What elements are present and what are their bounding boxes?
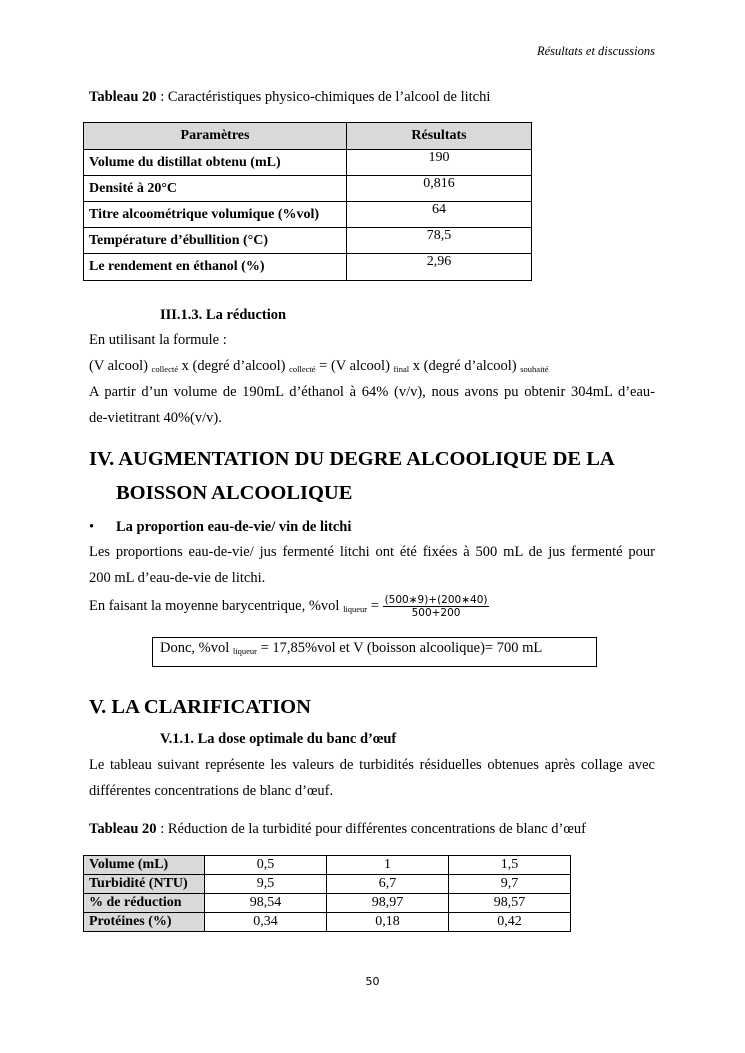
header-cell: Paramètres bbox=[84, 123, 347, 150]
param-cell: Le rendement en éthanol (%) bbox=[84, 254, 347, 281]
table-physico-chimique bbox=[83, 122, 532, 281]
t: x (degré d’alcool) bbox=[177, 358, 290, 374]
section-title-reduction: III.1.3. La réduction bbox=[160, 307, 287, 323]
paragraph: En utilisant la formule : bbox=[89, 332, 227, 348]
calculation bbox=[89, 594, 489, 619]
t: liqueur bbox=[343, 603, 368, 614]
running-header: Résultats et discussions bbox=[536, 44, 655, 58]
caption-text: : Caractéristiques physico-chimiques de l’alcool de litchi bbox=[156, 89, 491, 105]
table-header-row bbox=[84, 123, 532, 150]
value-cell: 0,816 bbox=[347, 176, 532, 202]
subsection-title: V.1.1. La dose optimale du banc d’œuf bbox=[160, 731, 397, 747]
caption-label: Tableau 20 bbox=[89, 89, 157, 105]
t: (V alcool) bbox=[89, 358, 152, 374]
t: collecté bbox=[151, 364, 178, 374]
cell: 9,5 bbox=[205, 875, 327, 894]
header-cell: Résultats bbox=[347, 123, 532, 150]
table-row bbox=[84, 254, 532, 281]
cell: 0,34 bbox=[205, 913, 327, 932]
cell: 0,5 bbox=[205, 856, 327, 875]
t: En faisant la moyenne barycentrique, %vol bbox=[89, 597, 344, 614]
value-cell: 2,96 bbox=[347, 254, 532, 281]
table-row bbox=[84, 176, 532, 202]
t: = 17,85%vol et V (boisson alcoolique)= 700 mL bbox=[256, 640, 543, 656]
table-row bbox=[84, 228, 532, 254]
fraction bbox=[383, 594, 490, 619]
t: Donc, %vol bbox=[160, 640, 233, 656]
table-row bbox=[84, 202, 532, 228]
denominator: 500+200 bbox=[411, 607, 461, 619]
table2-caption bbox=[89, 821, 586, 838]
t: collecté bbox=[289, 364, 316, 374]
caption-label: Tableau 20 bbox=[89, 821, 157, 837]
table-row bbox=[84, 856, 571, 875]
table-row bbox=[84, 150, 532, 176]
table-turbidite bbox=[83, 855, 571, 932]
row-header: Volume (mL) bbox=[84, 856, 205, 875]
cell: 1 bbox=[327, 856, 449, 875]
param-cell: Volume du distillat obtenu (mL) bbox=[84, 150, 347, 176]
result-box bbox=[152, 637, 597, 667]
param-cell: Densité à 20°C bbox=[84, 176, 347, 202]
paragraph: de-vietitrant 40%(v/v). bbox=[89, 410, 222, 426]
value-cell: 78,5 bbox=[347, 228, 532, 254]
cell: 0,42 bbox=[449, 913, 571, 932]
formula bbox=[89, 358, 549, 375]
caption-text: : Réduction de la turbidité pour différentes concentrations de blanc d’œuf bbox=[156, 821, 586, 837]
t: liqueur bbox=[232, 646, 257, 656]
param-cell: Titre alcoométrique volumique (%vol) bbox=[84, 202, 347, 228]
section-heading-iv-cont: BOISSON ALCOOLIQUE bbox=[116, 482, 353, 504]
row-header: Protéines (%) bbox=[84, 913, 205, 932]
cell: 98,54 bbox=[205, 894, 327, 913]
bullet-item bbox=[89, 519, 351, 536]
section-heading-iv: IV. AUGMENTATION DU DEGRE ALCOOLIQUE DE LA bbox=[89, 448, 615, 470]
table1-caption bbox=[89, 89, 490, 106]
section-heading-v: V. LA CLARIFICATION bbox=[89, 696, 311, 718]
bullet-icon: • bbox=[89, 519, 95, 535]
table-row bbox=[84, 894, 571, 913]
cell: 98,97 bbox=[327, 894, 449, 913]
cell: 9,7 bbox=[449, 875, 571, 894]
paragraph: 200 mL d’eau-de-vie de litchi. bbox=[89, 570, 266, 586]
table-row bbox=[84, 875, 571, 894]
row-header: % de réduction bbox=[84, 894, 205, 913]
paragraph: Le tableau suivant représente les valeurs de turbidités résiduelles obtenues après collage avec bbox=[89, 757, 655, 773]
cell: 0,18 bbox=[327, 913, 449, 932]
param-cell: Température d’ébullition (°C) bbox=[84, 228, 347, 254]
cell: 6,7 bbox=[327, 875, 449, 894]
bullet-text: La proportion eau-de-vie/ vin de litchi bbox=[116, 519, 352, 535]
cell: 1,5 bbox=[449, 856, 571, 875]
paragraph: différentes concentrations de blanc d’œuf. bbox=[89, 783, 334, 799]
value-cell: 64 bbox=[347, 202, 532, 228]
paragraph: Les proportions eau-de-vie/ jus fermenté litchi ont été fixées à 500 mL de jus fermenté pour bbox=[89, 544, 655, 560]
table-row bbox=[84, 913, 571, 932]
cell: 98,57 bbox=[449, 894, 571, 913]
value-cell: 190 bbox=[347, 150, 532, 176]
t: x (degré d’alcool) bbox=[409, 358, 521, 374]
numerator: (500∗9)+(200∗40) bbox=[384, 594, 488, 606]
t: = (V alcool) bbox=[315, 358, 394, 374]
t: souhaité bbox=[520, 364, 549, 374]
t: = bbox=[367, 597, 383, 614]
page-number: 50 bbox=[365, 975, 380, 988]
paragraph: A partir d’un volume de 190mL d’éthanol à 64% (v/v), nous avons pu obtenir 304mL d’eau- bbox=[89, 384, 655, 400]
t: final bbox=[393, 364, 410, 374]
row-header: Turbidité (NTU) bbox=[84, 875, 205, 894]
